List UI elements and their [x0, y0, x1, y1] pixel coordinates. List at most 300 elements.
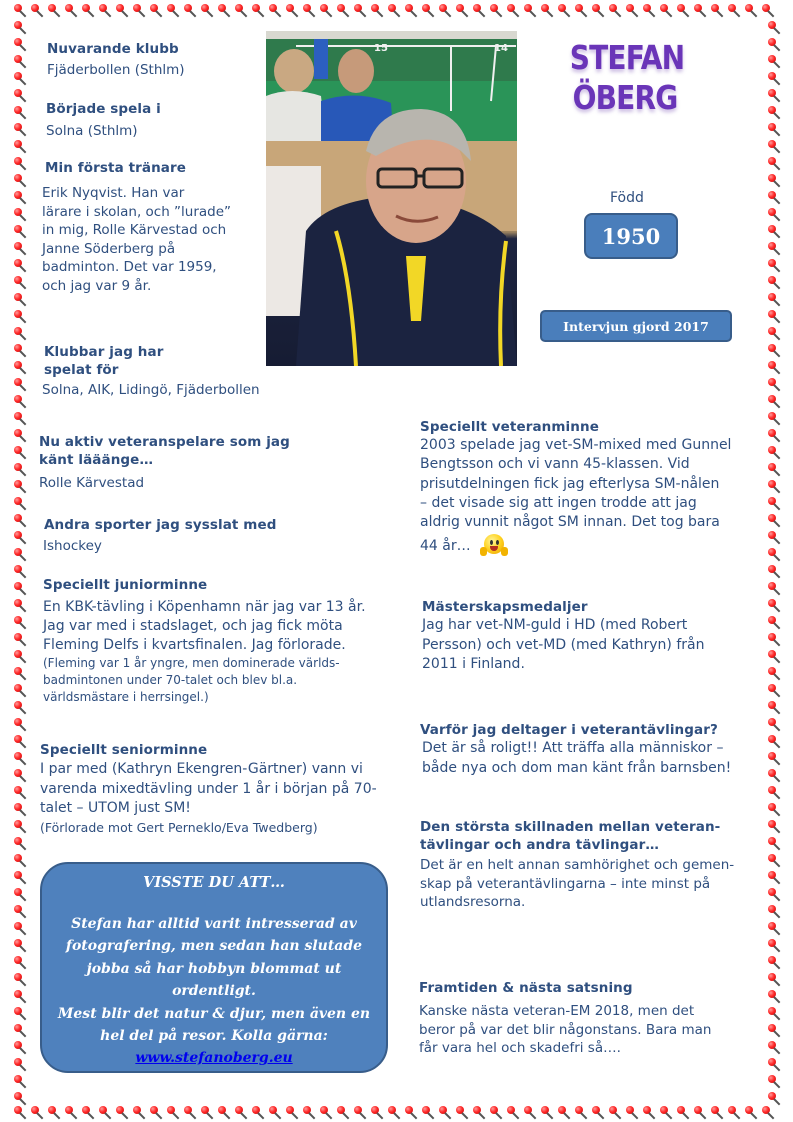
pushpin-icon	[14, 582, 28, 596]
pushpin-icon	[14, 446, 28, 460]
pushpin-icon	[768, 21, 782, 35]
heading-line: spelat för	[44, 362, 119, 378]
pushpin-icon	[609, 1106, 623, 1120]
pushpin-icon	[422, 4, 436, 18]
pushpin-icon	[768, 191, 782, 205]
pushpin-icon	[14, 174, 28, 188]
pushpin-icon	[14, 616, 28, 630]
section-text	[43, 598, 366, 655]
section-text: Solna (Sthlm)	[46, 123, 138, 139]
pushpin-icon	[768, 803, 782, 817]
section-text	[420, 436, 731, 560]
pushpin-icon	[768, 327, 782, 341]
pushpin-icon	[711, 1106, 725, 1120]
text-line: Janne Söderberg på	[42, 240, 176, 257]
pushpin-icon	[768, 956, 782, 970]
pushpin-icon	[762, 4, 776, 18]
pushpin-icon	[14, 735, 28, 749]
text-line: lärare i skolan, och ”lurade”	[42, 203, 232, 220]
pushpin-icon	[286, 1106, 300, 1120]
pushpin-icon	[14, 463, 28, 477]
thumbs-up-smiley-icon	[479, 532, 509, 560]
pushpin-icon	[768, 735, 782, 749]
text-line: varenda mixedtävling under 1 år i början på 70-	[40, 780, 377, 797]
pushpin-icon	[768, 412, 782, 426]
pushpin-icon	[167, 1106, 181, 1120]
pushpin-icon	[31, 4, 45, 18]
pushpin-icon	[14, 157, 28, 171]
pushpin-icon	[558, 4, 572, 18]
pushpin-icon	[507, 1106, 521, 1120]
text-line: utlandsresorna.	[420, 894, 526, 910]
pushpin-icon	[768, 786, 782, 800]
pushpin-icon	[14, 395, 28, 409]
pushpin-icon	[14, 786, 28, 800]
hall-ceiling	[266, 31, 517, 39]
pushpin-icon	[456, 4, 470, 18]
section-text	[422, 739, 731, 778]
text-line: badminton. Det var 1959,	[42, 259, 217, 275]
pushpin-icon	[422, 1106, 436, 1120]
pushpin-icon	[14, 1024, 28, 1038]
did-you-know-line: ordentligt.	[172, 983, 256, 1000]
pushpin-icon	[48, 4, 62, 18]
pushpin-icon	[14, 242, 28, 256]
section-future	[419, 979, 711, 1058]
pushpin-icon	[388, 4, 402, 18]
pushpin-icon	[14, 344, 28, 358]
pushpin-icon	[14, 650, 28, 664]
section-heading: Speciellt veteranminne	[420, 419, 599, 435]
pushpin-icon	[768, 752, 782, 766]
pushpin-icon	[768, 548, 782, 562]
pushpin-icon	[711, 4, 725, 18]
text-line: 2011 i Finland.	[422, 656, 525, 672]
pushpin-icon	[116, 1106, 130, 1120]
pushpin-icon	[768, 480, 782, 494]
pushpin-icon	[768, 1024, 782, 1038]
pushpin-icon	[768, 463, 782, 477]
pushpin-icon	[116, 4, 130, 18]
section-biggest-difference	[420, 818, 734, 912]
section-heading: Andra sporter jag sysslat med	[44, 517, 277, 533]
pushpin-icon	[592, 1106, 606, 1120]
pushpin-icon	[14, 480, 28, 494]
pushpin-icon	[14, 888, 28, 902]
heading-line: känt lääänge…	[39, 452, 154, 468]
pushpin-icon	[745, 1106, 759, 1120]
pushpin-icon	[14, 1041, 28, 1055]
pushpin-icon	[768, 1058, 782, 1072]
pushpin-icon	[14, 990, 28, 1004]
pushpin-icon	[371, 1106, 385, 1120]
pushpin-icon	[14, 293, 28, 307]
pushpin-icon	[768, 395, 782, 409]
pushpin-icon	[388, 1106, 402, 1120]
pushpin-icon	[768, 854, 782, 868]
pushpin-icon	[320, 1106, 334, 1120]
pushpin-icon	[201, 4, 215, 18]
note-line: (Fleming var 1 år yngre, men dominerade världs-	[43, 656, 340, 670]
section-heading: Nuvarande klubb	[47, 41, 179, 57]
pushpin-icon	[768, 225, 782, 239]
pushpin-icon	[14, 72, 28, 86]
pushpin-icon	[768, 157, 782, 171]
section-note: (Förlorade mot Gert Perneklo/Eva Twedberg)	[40, 819, 318, 835]
text-line: talet – UTOM just SM!	[40, 800, 191, 816]
pushpin-icon	[728, 1106, 742, 1120]
did-you-know-box	[40, 862, 388, 1073]
pushpin-icon	[768, 888, 782, 902]
page-title	[569, 38, 685, 118]
pushpin-icon	[768, 140, 782, 154]
pushpin-icon	[524, 4, 538, 18]
pushpin-icon	[14, 310, 28, 324]
section-text	[420, 856, 734, 912]
pushpin-icon	[768, 123, 782, 137]
pushpin-icon	[14, 684, 28, 698]
pushpin-icon	[218, 4, 232, 18]
pushpin-icon	[184, 1106, 198, 1120]
pushpin-icon	[14, 191, 28, 205]
pushpin-icon	[768, 344, 782, 358]
pushpin-icon	[768, 174, 782, 188]
pushpin-icon	[507, 4, 521, 18]
section-heading: Mästerskapsmedaljer	[422, 599, 588, 615]
pushpin-icon	[201, 1106, 215, 1120]
pushpin-icon	[768, 72, 782, 86]
section-medals	[422, 598, 704, 675]
spectator-head-1	[274, 49, 314, 93]
pushpin-icon	[677, 1106, 691, 1120]
section-clubs	[44, 343, 260, 400]
website-link[interactable]: www.stefanoberg.eu	[135, 1050, 293, 1067]
pushpin-icon	[768, 1007, 782, 1021]
pushpin-icon	[626, 4, 640, 18]
section-other-sports	[44, 516, 276, 556]
pushpin-icon	[184, 4, 198, 18]
text-line: beror på var det blir någonstans. Bara man	[419, 1021, 712, 1038]
pushpin-icon	[592, 4, 606, 18]
pushpin-icon	[14, 55, 28, 69]
title-last-name: ÖBERG	[572, 78, 678, 117]
pushpin-icon	[541, 1106, 555, 1120]
pushpin-icon	[337, 4, 351, 18]
pushpin-icon	[745, 4, 759, 18]
pushpin-icon	[14, 599, 28, 613]
text-line: får vara hel och skadefri så….	[419, 1040, 621, 1056]
pushpin-icon	[609, 4, 623, 18]
pushpin-icon	[768, 259, 782, 273]
pushpin-icon	[768, 1092, 782, 1106]
heading-line: Nu aktiv veteranspelare som jag	[39, 434, 290, 450]
text-line: 2003 spelade jag vet-SM-mixed med Gunnel	[420, 437, 732, 453]
pushpin-icon	[768, 820, 782, 834]
section-text	[40, 760, 377, 819]
pushpin-icon	[14, 752, 28, 766]
did-you-know-line: Mest blir det natur & djur, men även en	[57, 1005, 371, 1022]
text-line: I par med (Kathryn Ekengren-Gärtner) vann vi	[40, 761, 363, 777]
pushpin-icon	[768, 718, 782, 732]
pushpin-icon	[473, 4, 487, 18]
pushpin-icon	[768, 361, 782, 375]
pushpin-icon	[320, 4, 334, 18]
heading-line: tävlingar och andra tävlingar…	[420, 837, 659, 853]
pushpin-icon	[14, 89, 28, 103]
text-line: prisutdelningen fick jag efterlysa SM-nålen	[420, 475, 720, 492]
pushpin-icon	[14, 548, 28, 562]
pushpin-icon	[768, 582, 782, 596]
section-text: Fjäderbollen (Sthlm)	[47, 62, 185, 78]
note-line: världsmästare i herrsingel.)	[43, 690, 209, 704]
pushpin-icon	[768, 1041, 782, 1055]
spectator-shirt-1	[266, 91, 326, 146]
pushpin-icon	[133, 4, 147, 18]
pushpin-icon	[14, 701, 28, 715]
smiley-thumb	[501, 547, 508, 556]
pushpin-icon	[728, 4, 742, 18]
text-line: Det är en helt annan samhörighet och gemen-	[420, 857, 735, 873]
pushpin-icon	[768, 242, 782, 256]
pushpin-icon	[660, 1106, 674, 1120]
section-heading: Började spela i	[46, 101, 161, 117]
pushpin-icon	[490, 1106, 504, 1120]
text-line: skap på veterantävlingarna – inte minst på	[420, 875, 711, 892]
pushpin-icon	[768, 89, 782, 103]
pushpin-icon	[235, 4, 249, 18]
pushpin-icon	[768, 633, 782, 647]
pushpin-icon	[14, 905, 28, 919]
text-line: Persson) och vet-MD (med Kathryn) från	[422, 636, 705, 653]
pushpin-icon	[14, 939, 28, 953]
pushpin-icon	[14, 429, 28, 443]
text-line: in mig, Rolle Kärvestad och	[42, 222, 227, 238]
pushpin-icon	[14, 1092, 28, 1106]
pushpin-icon	[14, 854, 28, 868]
pushpin-icon	[252, 1106, 266, 1120]
pushpin-icon	[99, 4, 113, 18]
title-first-name: STEFAN	[569, 38, 685, 77]
pushpin-icon	[371, 4, 385, 18]
section-heading	[44, 343, 260, 379]
pushpin-icon	[768, 38, 782, 52]
pushpin-icon	[439, 4, 453, 18]
court-number-15: 15	[374, 43, 388, 54]
text-line: och jag var 9 år.	[42, 277, 152, 294]
pushpin-icon	[303, 4, 317, 18]
pushpin-icon	[768, 650, 782, 664]
born-label: Född	[610, 190, 644, 206]
pushpin-icon	[575, 4, 589, 18]
player-figure	[314, 39, 328, 79]
pushpin-icon	[133, 1106, 147, 1120]
text-line: Jag har vet-NM-guld i HD (med Robert	[422, 617, 688, 633]
section-heading: Varför jag deltager i veterantävlingar?	[420, 722, 718, 738]
pushpin-icon	[150, 1106, 164, 1120]
pushpin-icon	[768, 667, 782, 681]
pushpin-icon	[14, 769, 28, 783]
pushpin-icon	[768, 599, 782, 613]
text-line: Erik Nyqvist. Han var	[42, 185, 185, 201]
pushpin-icon	[473, 1106, 487, 1120]
pushpin-icon	[269, 1106, 283, 1120]
spectator-head-2	[338, 49, 374, 93]
section-current-club	[47, 40, 185, 80]
portrait-photo	[266, 31, 517, 366]
pushpin-icon	[405, 4, 419, 18]
pushpin-icon	[65, 1106, 79, 1120]
smiley-thumb	[480, 547, 487, 556]
pushpin-icon	[286, 4, 300, 18]
pushpin-icon	[768, 565, 782, 579]
pushpin-icon	[14, 412, 28, 426]
pushpin-icon	[541, 4, 555, 18]
text-fragment: 44 år…	[420, 538, 471, 555]
section-heading	[39, 433, 290, 469]
section-heading: Speciellt juniorminne	[43, 577, 208, 593]
pushpin-icon	[14, 922, 28, 936]
pushpin-icon	[768, 106, 782, 120]
pushpin-icon	[490, 4, 504, 18]
section-text	[42, 184, 231, 295]
text-line: Det är så roligt!! Att träffa alla människor –	[422, 740, 724, 756]
pushpin-icon	[14, 225, 28, 239]
pushpin-icon	[14, 871, 28, 885]
pushpin-icon	[303, 1106, 317, 1120]
pushpin-icon	[14, 21, 28, 35]
text-line: Fleming Delfs i kvartsfinalen. Jag förlorade.	[43, 637, 346, 653]
pushpin-icon	[768, 208, 782, 222]
pushpin-icon	[768, 531, 782, 545]
did-you-know-line: fotografering, men sedan han slutade	[65, 938, 363, 955]
heading-line: Klubbar jag har	[44, 344, 164, 360]
did-you-know-line: Stefan har alltid varit intresserad av	[71, 916, 357, 932]
pushpin-icon	[14, 803, 28, 817]
text-line: Kanske nästa veteran-EM 2018, men det	[419, 1003, 695, 1019]
pushpin-icon	[768, 973, 782, 987]
pushpin-icon	[167, 4, 181, 18]
pushpin-icon	[269, 4, 283, 18]
pushpin-icon	[354, 4, 368, 18]
pushpin-icon	[768, 310, 782, 324]
pushpin-icon	[235, 1106, 249, 1120]
pushpin-icon	[252, 4, 266, 18]
pushpin-icon	[14, 531, 28, 545]
pushpin-icon	[14, 208, 28, 222]
pushpin-icon	[150, 4, 164, 18]
pushpin-icon	[768, 990, 782, 1004]
pushpin-icon	[14, 497, 28, 511]
pushpin-icon	[694, 4, 708, 18]
text-line: aldrig vunnit något SM innan. Det tog bara	[420, 514, 720, 531]
pushpin-icon	[14, 259, 28, 273]
pushpin-icon	[768, 1075, 782, 1089]
pushpin-icon	[14, 1007, 28, 1021]
pushpin-icon	[768, 871, 782, 885]
pushpin-icon	[14, 820, 28, 834]
pushpin-icon	[439, 1106, 453, 1120]
section-why-compete	[420, 721, 731, 778]
did-you-know-line: hel del på resor. Kolla gärna:	[100, 1028, 328, 1045]
text-line: både nya och dom man känt från barnsben!	[422, 759, 732, 776]
portrait-photo-illustration	[266, 31, 517, 366]
pushpin-icon	[524, 1106, 538, 1120]
pushpin-icon	[14, 1106, 28, 1120]
section-heading: Framtiden & nästa satsning	[419, 980, 633, 996]
section-text	[419, 1002, 711, 1058]
pushpin-icon	[694, 1106, 708, 1120]
pushpin-icon	[14, 514, 28, 528]
pushpin-icon	[31, 1106, 45, 1120]
pushpin-icon	[14, 140, 28, 154]
did-you-know-line: jobba så har hobbyn blommat ut	[86, 960, 342, 977]
pushpin-icon	[575, 1106, 589, 1120]
section-heading: Min första tränare	[45, 160, 187, 176]
did-you-know-title: VISSTE DU ATT…	[143, 874, 285, 891]
pushpin-icon	[354, 1106, 368, 1120]
pushpin-icon	[456, 1106, 470, 1120]
pushpin-icon	[626, 1106, 640, 1120]
pushpin-icon	[82, 1106, 96, 1120]
pushpin-icon	[768, 939, 782, 953]
section-junior-memory	[43, 576, 366, 706]
section-first-coach	[42, 159, 232, 295]
pushpin-icon	[768, 378, 782, 392]
interview-year-badge: Intervjun gjord 2017	[540, 310, 732, 342]
section-text	[422, 616, 704, 675]
pushpin-icon	[405, 1106, 419, 1120]
pushpin-icon	[768, 905, 782, 919]
pushpin-icon	[14, 973, 28, 987]
pushpin-icon	[768, 701, 782, 715]
pushpin-icon	[65, 4, 79, 18]
section-heading: Speciellt seniorminne	[40, 742, 208, 758]
pushpin-icon	[768, 55, 782, 69]
pushpin-icon	[768, 276, 782, 290]
pushpin-icon	[558, 1106, 572, 1120]
court-number-14: 14	[494, 43, 508, 54]
pushpin-icon	[768, 497, 782, 511]
section-text: Rolle Kärvestad	[39, 475, 145, 491]
text-line	[420, 532, 731, 560]
pushpin-icon	[768, 446, 782, 460]
section-veteran-memory	[420, 418, 731, 560]
pushpin-icon	[14, 1075, 28, 1089]
pushpin-icon	[14, 565, 28, 579]
pushpin-icon	[14, 718, 28, 732]
pushpin-icon	[14, 327, 28, 341]
pushpin-icon	[768, 769, 782, 783]
pushpin-icon	[218, 1106, 232, 1120]
pushpin-icon	[14, 123, 28, 137]
pushpin-icon	[14, 276, 28, 290]
text-line: – det visade sig att ingen trodde att jag	[420, 494, 697, 511]
section-heading	[420, 818, 734, 854]
heading-line: Den största skillnaden mellan veteran-	[420, 819, 721, 835]
pushpin-icon	[643, 4, 657, 18]
pushpin-icon	[14, 956, 28, 970]
pushpin-icon	[768, 293, 782, 307]
text-line: En KBK-tävling i Köpenhamn när jag var 13 år.	[43, 599, 366, 615]
text-line: Jag var med i stadslaget, och jag fick möta	[43, 618, 343, 634]
pushpin-icon	[768, 616, 782, 630]
section-started-playing	[46, 100, 161, 141]
pushpin-icon	[768, 429, 782, 443]
born-year-badge: 1950	[584, 213, 678, 259]
pushpin-icon	[768, 922, 782, 936]
pushpin-icon	[762, 1106, 776, 1120]
pushpin-icon	[99, 1106, 113, 1120]
